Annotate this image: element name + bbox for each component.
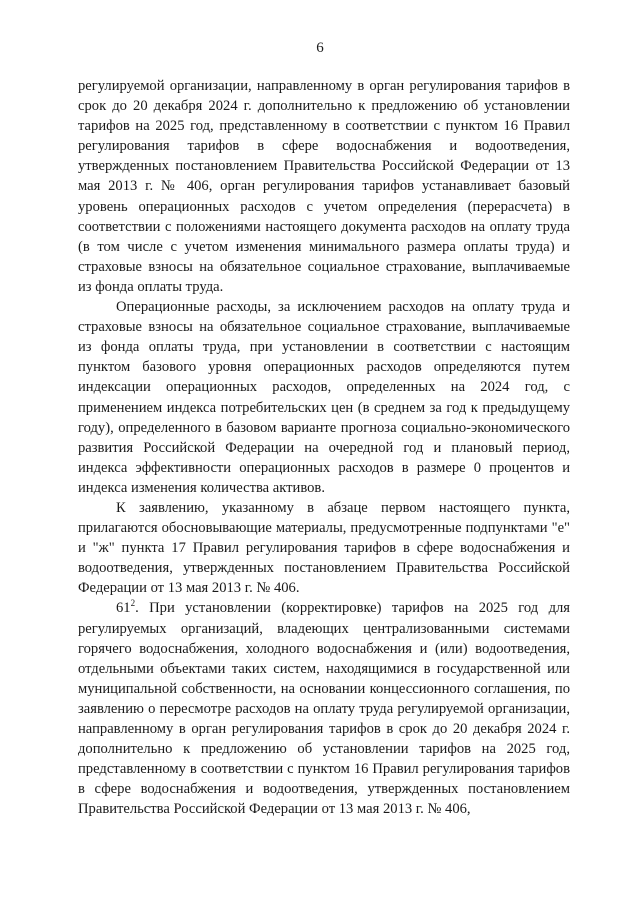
paragraph-supporting-materials: К заявлению, указанному в абзаце первом настоящего пункта, прилагаются обосновывающие материалы, предусмотренные подпунктами "е" и "ж" пункта 17 Правил регулирования тарифов в сфере водоснабжения и водоотведения, утвержденных постановлением Правительства Российской Федерации от 13 мая 2013 г. № 406. bbox=[78, 499, 570, 597]
paragraph-operational-expenses: Операционные расходы, за исключением расходов на оплату труда и страховые взносы на обязательное социальное страхование, выплачиваемые из фонда оплаты труда, при установлении в соответствии с настоящим пунктом базового уровня операционных расходов определяются путем индексации операционных расходов, определенных на 2024 год, с применением индекса потребительских цен (в среднем за год к предыдущему году), определенного в базовом варианте прогноза социально-экономического развития Российской Федерации на очередной год и плановый период, индекса эффективности операционных расходов в размере 0 процентов и индекса изменения количества активов. bbox=[78, 299, 570, 496]
clause-text: . При установлении (корректировке) тарифов на 2025 год для регулируемых организаций, владеющих централизованными системами горячего водоснабжения, холодного водоснабжения и (или) водоотведения, отдельными объектами таких систем, находящимися в государственной или муниципальной собственности, на основании концессионного соглашения, по заявлению о пересмотре расходов на оплату труда регулируемой организации, направленному в орган регулирования тарифов в срок до 20 декабря 2024 г. дополнительно к предложению об установлении тарифов на 2025 год, представленному в соответствии с пунктом 16 Правил регулирования тарифов в сфере водоснабжения и водоотведения, утвержденных постановлением Правительства Российской Федерации от 13 мая 2013 г. № 406, bbox=[78, 600, 570, 818]
page-number: 6 bbox=[316, 40, 324, 56]
clause-superscript: 2 bbox=[130, 598, 136, 609]
paragraph-clause-61-2 bbox=[78, 598, 570, 819]
clause-number: 61 bbox=[116, 600, 131, 617]
document-body bbox=[78, 76, 570, 819]
paragraph-continuation: регулируемой организации, направленному в орган регулирования тарифов в срок до 20 декабря 2024 г. дополнительно к предложению об установлении тарифов на 2025 год, представленному в соответствии с пунктом 16 Правил регулирования тарифов в сфере водоснабжения и водоотведения, утвержденных постановлением Правительства Российской Федерации от 13 мая 2013 г. № 406, орган регулирования тарифов устанавливает базовый уровень операционных расходов с учетом определения (перерасчета) в соответствии с положениями настоящего документа расходов на оплату труда (в том числе с учетом изменения минимального размера оплаты труда) и страховые взносы на обязательное социальное страхование, выплачиваемые из фонда оплаты труда. bbox=[78, 78, 570, 295]
